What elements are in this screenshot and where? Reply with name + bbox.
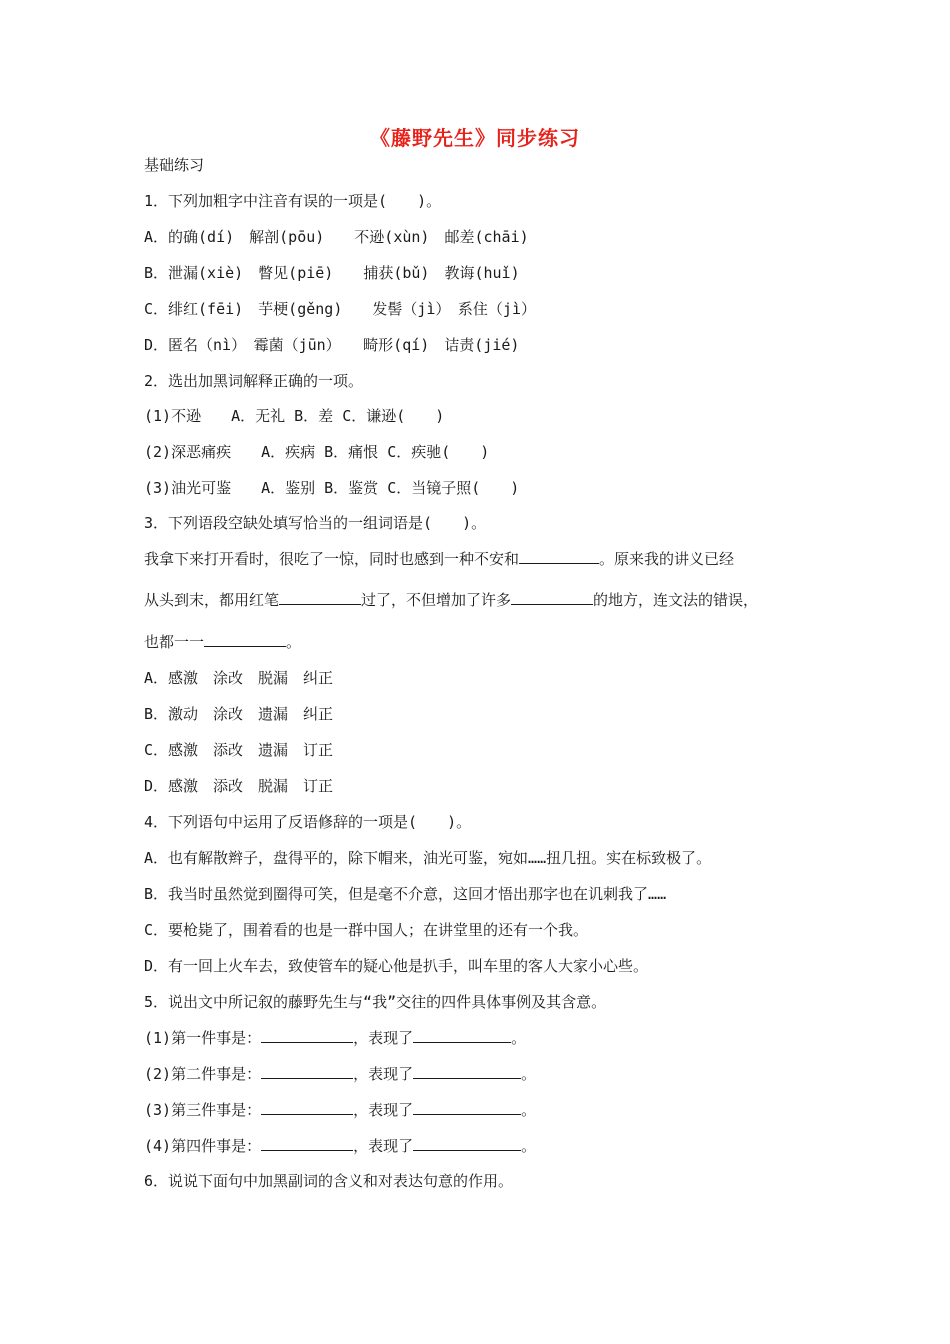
fill-blank[interactable] xyxy=(261,1028,353,1043)
item-text: 。 xyxy=(521,1101,537,1119)
q2-item-1: (1)不逊 A．无礼 B．差 C．谦逊( ) xyxy=(144,407,445,425)
item-text: 。 xyxy=(511,1029,527,1047)
section-heading: 基础练习 xyxy=(144,156,205,174)
q3-passage-line-2 xyxy=(144,589,758,610)
q4-option-b: B．我当时虽然觉到圈得可笑，但是毫不介意，这回才悟出那字也在讥刺我了…… xyxy=(144,885,667,903)
q1-option-d: D．匿名（nì） 霉菌（jūn） 畸形(qí) 诘责(jié) xyxy=(144,336,520,354)
question-4: 4．下列语句中运用了反语修辞的一项是( )。 xyxy=(144,813,472,831)
question-1: 1．下列加粗字中注音有误的一项是( )。 xyxy=(144,192,442,210)
item-label: (4)第四件事是： xyxy=(144,1137,262,1155)
page-title: 《藤野先生》同步练习 xyxy=(370,126,580,150)
q1-option-b: B．泄漏(xiè) 瞥见(piē) 捕获(bǔ) 教诲(huǐ) xyxy=(144,264,520,282)
q3-option-a: A．感激 涂改 脱漏 纠正 xyxy=(144,669,334,687)
q1-option-c: C．绯红(fēi) 芋梗(gěng) 发髻（jì） 系住（jì） xyxy=(144,300,536,318)
q5-item-3 xyxy=(144,1099,536,1120)
fill-blank[interactable] xyxy=(204,632,286,647)
item-label: (1)第一件事是： xyxy=(144,1029,262,1047)
q3-option-d: D．感激 添改 脱漏 订正 xyxy=(144,777,334,795)
question-3: 3．下列语段空缺处填写恰当的一组词语是( )。 xyxy=(144,514,487,532)
passage-text: 。原来我的讲义已经 xyxy=(599,550,735,568)
passage-text: 。 xyxy=(286,633,302,651)
q5-item-1 xyxy=(144,1027,526,1048)
q3-passage-line-3 xyxy=(144,631,301,652)
passage-text: 的地方，连文法的错误， xyxy=(593,591,759,609)
question-6: 6．说说下面句中加黑副词的含义和对表达句意的作用。 xyxy=(144,1172,514,1190)
q4-option-d: D．有一回上火车去，致使管车的疑心他是扒手，叫车里的客人大家小心些。 xyxy=(144,957,649,975)
fill-blank[interactable] xyxy=(261,1064,353,1079)
fill-blank[interactable] xyxy=(413,1136,521,1151)
question-5: 5．说出文中所记叙的藤野先生与“我”交往的四件具体事例及其含意。 xyxy=(144,993,607,1011)
item-label: (3)第三件事是： xyxy=(144,1101,262,1119)
item-text: ，表现了 xyxy=(353,1101,414,1119)
fill-blank[interactable] xyxy=(413,1028,511,1043)
fill-blank[interactable] xyxy=(261,1100,353,1115)
item-label: (2)第二件事是： xyxy=(144,1065,262,1083)
q2-item-3: (3)油光可鉴 A．鉴别 B．鉴赏 C．当镜子照( ) xyxy=(144,479,520,497)
q4-option-c: C．要枪毙了，围着看的也是一群中国人；在讲堂里的还有一个我。 xyxy=(144,921,589,939)
fill-blank[interactable] xyxy=(511,590,593,605)
item-text: 。 xyxy=(521,1065,537,1083)
q3-option-b: B．激动 涂改 遗漏 纠正 xyxy=(144,705,334,723)
q1-option-a: A．的确(dí) 解剖(pōu) 不逊(xùn) 邮差(chāi) xyxy=(144,228,529,246)
fill-blank[interactable] xyxy=(279,590,361,605)
fill-blank[interactable] xyxy=(413,1064,521,1079)
item-text: ，表现了 xyxy=(353,1137,414,1155)
passage-text: 从头到末，都用红笔 xyxy=(144,591,280,609)
q5-item-2 xyxy=(144,1063,536,1084)
q3-passage-line-1 xyxy=(144,548,734,569)
passage-text: 我拿下来打开看时，很吃了一惊，同时也感到一种不安和 xyxy=(144,550,520,568)
item-text: 。 xyxy=(521,1137,537,1155)
q5-item-4 xyxy=(144,1135,536,1156)
question-2: 2．选出加黑词解释正确的一项。 xyxy=(144,372,364,390)
fill-blank[interactable] xyxy=(413,1100,521,1115)
q2-item-2: (2)深恶痛疾 A．疾病 B．痛恨 C．疾驰( ) xyxy=(144,443,490,461)
fill-blank[interactable] xyxy=(519,549,599,564)
q3-option-c: C．感激 添改 遗漏 订正 xyxy=(144,741,334,759)
passage-text: 过了，不但增加了许多 xyxy=(361,591,512,609)
fill-blank[interactable] xyxy=(261,1136,353,1151)
q4-option-a: A．也有解散辫子，盘得平的，除下帽来，油光可鉴，宛如……扭几扭。实在标致极了。 xyxy=(144,849,712,867)
item-text: ，表现了 xyxy=(353,1029,414,1047)
item-text: ，表现了 xyxy=(353,1065,414,1083)
passage-text: 也都一一 xyxy=(144,633,205,651)
